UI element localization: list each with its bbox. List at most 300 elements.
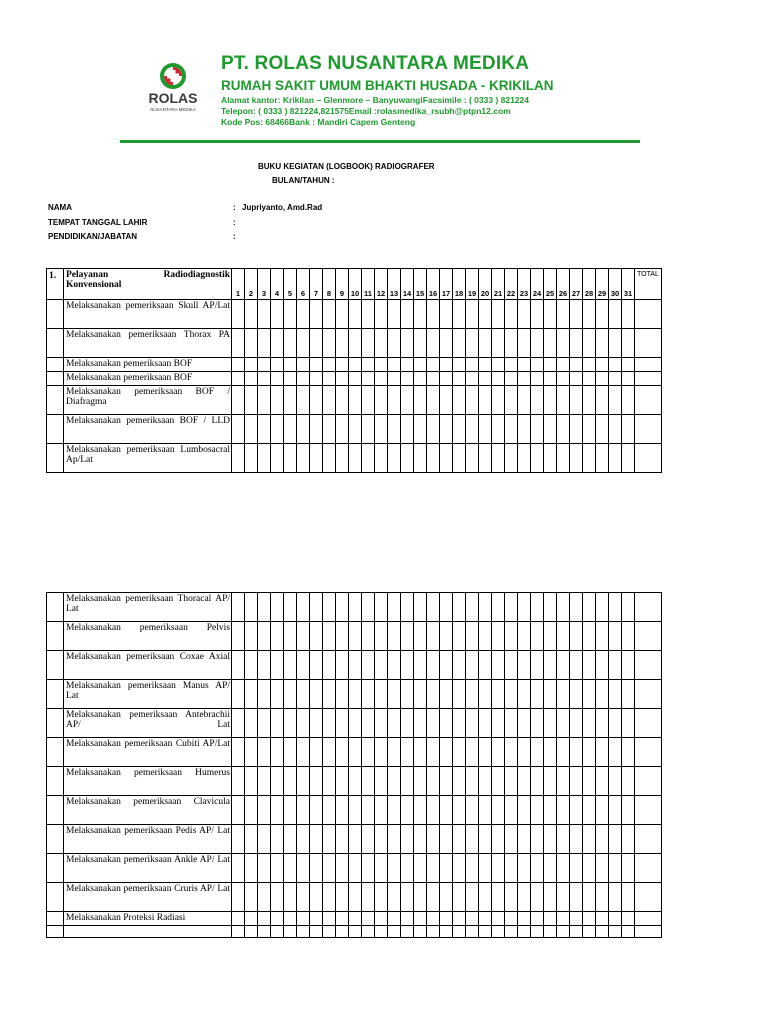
day-cell[interactable] xyxy=(362,883,375,912)
day-cell[interactable] xyxy=(453,329,466,358)
day-cell[interactable] xyxy=(583,680,596,709)
day-cell[interactable] xyxy=(362,796,375,825)
day-cell[interactable] xyxy=(583,767,596,796)
day-cell[interactable] xyxy=(479,796,492,825)
day-cell[interactable] xyxy=(414,709,427,738)
total-cell[interactable] xyxy=(635,926,662,938)
day-cell[interactable] xyxy=(622,738,635,767)
day-cell[interactable] xyxy=(271,680,284,709)
day-cell[interactable] xyxy=(466,444,479,473)
day-cell[interactable] xyxy=(440,796,453,825)
day-cell[interactable] xyxy=(427,651,440,680)
day-cell[interactable] xyxy=(401,651,414,680)
day-cell[interactable] xyxy=(323,738,336,767)
day-cell[interactable] xyxy=(466,709,479,738)
day-cell[interactable] xyxy=(557,593,570,622)
day-cell[interactable] xyxy=(505,358,518,372)
day-cell[interactable] xyxy=(622,825,635,854)
day-cell[interactable] xyxy=(570,444,583,473)
day-cell[interactable] xyxy=(297,926,310,938)
day-cell[interactable] xyxy=(505,709,518,738)
day-cell[interactable] xyxy=(596,926,609,938)
day-cell[interactable] xyxy=(479,372,492,386)
day-cell[interactable] xyxy=(375,796,388,825)
day-cell[interactable] xyxy=(544,372,557,386)
day-cell[interactable] xyxy=(297,854,310,883)
day-cell[interactable] xyxy=(284,709,297,738)
day-cell[interactable] xyxy=(570,593,583,622)
day-cell[interactable] xyxy=(323,444,336,473)
day-cell[interactable] xyxy=(375,358,388,372)
day-cell[interactable] xyxy=(544,767,557,796)
day-cell[interactable] xyxy=(544,796,557,825)
day-cell[interactable] xyxy=(401,300,414,329)
day-cell[interactable] xyxy=(453,386,466,415)
day-cell[interactable] xyxy=(258,300,271,329)
day-cell[interactable] xyxy=(453,358,466,372)
day-cell[interactable] xyxy=(375,444,388,473)
day-cell[interactable] xyxy=(362,912,375,926)
day-cell[interactable] xyxy=(518,709,531,738)
day-cell[interactable] xyxy=(622,854,635,883)
day-cell[interactable] xyxy=(375,767,388,796)
day-cell[interactable] xyxy=(388,651,401,680)
day-cell[interactable] xyxy=(609,593,622,622)
day-cell[interactable] xyxy=(583,651,596,680)
day-cell[interactable] xyxy=(349,767,362,796)
day-cell[interactable] xyxy=(284,926,297,938)
day-cell[interactable] xyxy=(414,358,427,372)
day-cell[interactable] xyxy=(427,372,440,386)
day-cell[interactable] xyxy=(232,372,245,386)
day-cell[interactable] xyxy=(596,709,609,738)
day-cell[interactable] xyxy=(609,358,622,372)
day-cell[interactable] xyxy=(453,593,466,622)
day-cell[interactable] xyxy=(271,926,284,938)
day-cell[interactable] xyxy=(401,358,414,372)
day-cell[interactable] xyxy=(492,883,505,912)
day-cell[interactable] xyxy=(557,854,570,883)
day-cell[interactable] xyxy=(245,854,258,883)
day-cell[interactable] xyxy=(505,415,518,444)
day-cell[interactable] xyxy=(609,767,622,796)
day-cell[interactable] xyxy=(609,622,622,651)
day-cell[interactable] xyxy=(570,796,583,825)
day-cell[interactable] xyxy=(297,358,310,372)
day-cell[interactable] xyxy=(557,622,570,651)
day-cell[interactable] xyxy=(531,358,544,372)
day-cell[interactable] xyxy=(492,651,505,680)
day-cell[interactable] xyxy=(414,444,427,473)
day-cell[interactable] xyxy=(336,329,349,358)
day-cell[interactable] xyxy=(375,709,388,738)
day-cell[interactable] xyxy=(362,415,375,444)
day-cell[interactable] xyxy=(310,358,323,372)
day-cell[interactable] xyxy=(414,300,427,329)
day-cell[interactable] xyxy=(362,593,375,622)
day-cell[interactable] xyxy=(518,415,531,444)
day-cell[interactable] xyxy=(258,825,271,854)
day-cell[interactable] xyxy=(479,767,492,796)
day-cell[interactable] xyxy=(258,651,271,680)
day-cell[interactable] xyxy=(505,796,518,825)
day-cell[interactable] xyxy=(492,593,505,622)
day-cell[interactable] xyxy=(297,709,310,738)
day-cell[interactable] xyxy=(323,767,336,796)
day-cell[interactable] xyxy=(505,386,518,415)
day-cell[interactable] xyxy=(427,300,440,329)
day-cell[interactable] xyxy=(596,300,609,329)
day-cell[interactable] xyxy=(583,854,596,883)
day-cell[interactable] xyxy=(232,329,245,358)
day-cell[interactable] xyxy=(401,415,414,444)
day-cell[interactable] xyxy=(310,767,323,796)
day-cell[interactable] xyxy=(609,415,622,444)
day-cell[interactable] xyxy=(622,926,635,938)
day-cell[interactable] xyxy=(284,796,297,825)
day-cell[interactable] xyxy=(505,680,518,709)
day-cell[interactable] xyxy=(570,912,583,926)
total-cell[interactable] xyxy=(635,358,662,372)
day-cell[interactable] xyxy=(375,329,388,358)
day-cell[interactable] xyxy=(245,926,258,938)
day-cell[interactable] xyxy=(284,593,297,622)
day-cell[interactable] xyxy=(518,767,531,796)
day-cell[interactable] xyxy=(557,883,570,912)
day-cell[interactable] xyxy=(479,300,492,329)
day-cell[interactable] xyxy=(583,796,596,825)
day-cell[interactable] xyxy=(518,651,531,680)
day-cell[interactable] xyxy=(479,444,492,473)
day-cell[interactable] xyxy=(258,372,271,386)
day-cell[interactable] xyxy=(310,825,323,854)
day-cell[interactable] xyxy=(479,622,492,651)
day-cell[interactable] xyxy=(440,622,453,651)
day-cell[interactable] xyxy=(557,386,570,415)
day-cell[interactable] xyxy=(466,854,479,883)
day-cell[interactable] xyxy=(583,738,596,767)
day-cell[interactable] xyxy=(609,444,622,473)
day-cell[interactable] xyxy=(375,883,388,912)
day-cell[interactable] xyxy=(271,622,284,651)
day-cell[interactable] xyxy=(375,926,388,938)
day-cell[interactable] xyxy=(453,796,466,825)
day-cell[interactable] xyxy=(531,738,544,767)
day-cell[interactable] xyxy=(297,651,310,680)
day-cell[interactable] xyxy=(531,444,544,473)
day-cell[interactable] xyxy=(596,329,609,358)
day-cell[interactable] xyxy=(414,622,427,651)
day-cell[interactable] xyxy=(622,593,635,622)
day-cell[interactable] xyxy=(479,329,492,358)
day-cell[interactable] xyxy=(388,854,401,883)
day-cell[interactable] xyxy=(284,767,297,796)
day-cell[interactable] xyxy=(414,372,427,386)
day-cell[interactable] xyxy=(505,300,518,329)
day-cell[interactable] xyxy=(349,680,362,709)
day-cell[interactable] xyxy=(492,767,505,796)
day-cell[interactable] xyxy=(440,358,453,372)
day-cell[interactable] xyxy=(336,300,349,329)
day-cell[interactable] xyxy=(609,651,622,680)
day-cell[interactable] xyxy=(232,593,245,622)
day-cell[interactable] xyxy=(232,415,245,444)
day-cell[interactable] xyxy=(258,444,271,473)
day-cell[interactable] xyxy=(297,680,310,709)
day-cell[interactable] xyxy=(297,796,310,825)
day-cell[interactable] xyxy=(505,329,518,358)
day-cell[interactable] xyxy=(583,372,596,386)
day-cell[interactable] xyxy=(570,680,583,709)
day-cell[interactable] xyxy=(336,444,349,473)
day-cell[interactable] xyxy=(557,926,570,938)
day-cell[interactable] xyxy=(388,926,401,938)
day-cell[interactable] xyxy=(271,796,284,825)
day-cell[interactable] xyxy=(570,358,583,372)
day-cell[interactable] xyxy=(362,358,375,372)
day-cell[interactable] xyxy=(557,912,570,926)
day-cell[interactable] xyxy=(388,358,401,372)
day-cell[interactable] xyxy=(466,883,479,912)
day-cell[interactable] xyxy=(427,767,440,796)
day-cell[interactable] xyxy=(232,651,245,680)
day-cell[interactable] xyxy=(414,593,427,622)
day-cell[interactable] xyxy=(544,680,557,709)
day-cell[interactable] xyxy=(544,825,557,854)
day-cell[interactable] xyxy=(505,854,518,883)
day-cell[interactable] xyxy=(349,738,362,767)
day-cell[interactable] xyxy=(323,622,336,651)
day-cell[interactable] xyxy=(479,386,492,415)
day-cell[interactable] xyxy=(245,358,258,372)
day-cell[interactable] xyxy=(622,796,635,825)
total-cell[interactable] xyxy=(635,883,662,912)
day-cell[interactable] xyxy=(453,738,466,767)
day-cell[interactable] xyxy=(544,593,557,622)
day-cell[interactable] xyxy=(388,593,401,622)
day-cell[interactable] xyxy=(375,854,388,883)
day-cell[interactable] xyxy=(466,329,479,358)
day-cell[interactable] xyxy=(414,767,427,796)
day-cell[interactable] xyxy=(401,593,414,622)
day-cell[interactable] xyxy=(414,854,427,883)
day-cell[interactable] xyxy=(583,415,596,444)
day-cell[interactable] xyxy=(479,883,492,912)
day-cell[interactable] xyxy=(466,926,479,938)
day-cell[interactable] xyxy=(453,709,466,738)
day-cell[interactable] xyxy=(362,329,375,358)
day-cell[interactable] xyxy=(362,680,375,709)
day-cell[interactable] xyxy=(453,854,466,883)
day-cell[interactable] xyxy=(427,926,440,938)
day-cell[interactable] xyxy=(505,767,518,796)
day-cell[interactable] xyxy=(297,386,310,415)
day-cell[interactable] xyxy=(401,883,414,912)
day-cell[interactable] xyxy=(336,912,349,926)
day-cell[interactable] xyxy=(531,300,544,329)
day-cell[interactable] xyxy=(297,767,310,796)
total-cell[interactable] xyxy=(635,709,662,738)
day-cell[interactable] xyxy=(388,825,401,854)
day-cell[interactable] xyxy=(570,329,583,358)
day-cell[interactable] xyxy=(258,593,271,622)
day-cell[interactable] xyxy=(427,912,440,926)
day-cell[interactable] xyxy=(453,651,466,680)
day-cell[interactable] xyxy=(414,738,427,767)
day-cell[interactable] xyxy=(375,593,388,622)
day-cell[interactable] xyxy=(232,709,245,738)
day-cell[interactable] xyxy=(310,651,323,680)
day-cell[interactable] xyxy=(531,386,544,415)
day-cell[interactable] xyxy=(609,372,622,386)
day-cell[interactable] xyxy=(440,926,453,938)
day-cell[interactable] xyxy=(596,415,609,444)
day-cell[interactable] xyxy=(570,825,583,854)
day-cell[interactable] xyxy=(453,767,466,796)
day-cell[interactable] xyxy=(583,825,596,854)
day-cell[interactable] xyxy=(232,622,245,651)
day-cell[interactable] xyxy=(492,300,505,329)
day-cell[interactable] xyxy=(388,415,401,444)
day-cell[interactable] xyxy=(609,825,622,854)
day-cell[interactable] xyxy=(414,651,427,680)
day-cell[interactable] xyxy=(323,883,336,912)
day-cell[interactable] xyxy=(557,767,570,796)
day-cell[interactable] xyxy=(479,415,492,444)
day-cell[interactable] xyxy=(531,825,544,854)
day-cell[interactable] xyxy=(609,300,622,329)
day-cell[interactable] xyxy=(427,329,440,358)
day-cell[interactable] xyxy=(271,825,284,854)
day-cell[interactable] xyxy=(336,386,349,415)
day-cell[interactable] xyxy=(492,358,505,372)
day-cell[interactable] xyxy=(440,300,453,329)
day-cell[interactable] xyxy=(570,415,583,444)
day-cell[interactable] xyxy=(440,386,453,415)
day-cell[interactable] xyxy=(583,358,596,372)
day-cell[interactable] xyxy=(622,709,635,738)
day-cell[interactable] xyxy=(310,912,323,926)
day-cell[interactable] xyxy=(271,593,284,622)
day-cell[interactable] xyxy=(427,883,440,912)
day-cell[interactable] xyxy=(323,358,336,372)
day-cell[interactable] xyxy=(232,912,245,926)
day-cell[interactable] xyxy=(531,593,544,622)
day-cell[interactable] xyxy=(349,622,362,651)
day-cell[interactable] xyxy=(401,825,414,854)
day-cell[interactable] xyxy=(427,796,440,825)
day-cell[interactable] xyxy=(596,738,609,767)
day-cell[interactable] xyxy=(336,854,349,883)
day-cell[interactable] xyxy=(622,300,635,329)
day-cell[interactable] xyxy=(258,415,271,444)
day-cell[interactable] xyxy=(466,767,479,796)
day-cell[interactable] xyxy=(518,825,531,854)
day-cell[interactable] xyxy=(375,680,388,709)
day-cell[interactable] xyxy=(375,651,388,680)
day-cell[interactable] xyxy=(466,738,479,767)
day-cell[interactable] xyxy=(388,883,401,912)
day-cell[interactable] xyxy=(492,415,505,444)
day-cell[interactable] xyxy=(479,912,492,926)
day-cell[interactable] xyxy=(544,415,557,444)
day-cell[interactable] xyxy=(583,926,596,938)
day-cell[interactable] xyxy=(570,372,583,386)
day-cell[interactable] xyxy=(596,825,609,854)
total-cell[interactable] xyxy=(635,444,662,473)
day-cell[interactable] xyxy=(336,593,349,622)
day-cell[interactable] xyxy=(440,593,453,622)
day-cell[interactable] xyxy=(531,329,544,358)
day-cell[interactable] xyxy=(349,372,362,386)
day-cell[interactable] xyxy=(505,651,518,680)
day-cell[interactable] xyxy=(362,651,375,680)
day-cell[interactable] xyxy=(258,912,271,926)
day-cell[interactable] xyxy=(362,386,375,415)
day-cell[interactable] xyxy=(570,926,583,938)
total-cell[interactable] xyxy=(635,738,662,767)
day-cell[interactable] xyxy=(310,300,323,329)
day-cell[interactable] xyxy=(245,825,258,854)
day-cell[interactable] xyxy=(596,358,609,372)
day-cell[interactable] xyxy=(557,709,570,738)
day-cell[interactable] xyxy=(427,825,440,854)
day-cell[interactable] xyxy=(245,329,258,358)
day-cell[interactable] xyxy=(609,854,622,883)
day-cell[interactable] xyxy=(622,444,635,473)
day-cell[interactable] xyxy=(466,912,479,926)
total-cell[interactable] xyxy=(635,796,662,825)
day-cell[interactable] xyxy=(570,738,583,767)
day-cell[interactable] xyxy=(232,386,245,415)
day-cell[interactable] xyxy=(232,300,245,329)
day-cell[interactable] xyxy=(388,796,401,825)
day-cell[interactable] xyxy=(310,709,323,738)
day-cell[interactable] xyxy=(245,738,258,767)
day-cell[interactable] xyxy=(349,415,362,444)
day-cell[interactable] xyxy=(518,854,531,883)
day-cell[interactable] xyxy=(401,926,414,938)
day-cell[interactable] xyxy=(505,738,518,767)
day-cell[interactable] xyxy=(297,912,310,926)
day-cell[interactable] xyxy=(440,372,453,386)
day-cell[interactable] xyxy=(232,825,245,854)
day-cell[interactable] xyxy=(284,329,297,358)
day-cell[interactable] xyxy=(349,825,362,854)
day-cell[interactable] xyxy=(505,825,518,854)
day-cell[interactable] xyxy=(310,738,323,767)
day-cell[interactable] xyxy=(453,300,466,329)
day-cell[interactable] xyxy=(427,738,440,767)
day-cell[interactable] xyxy=(271,651,284,680)
day-cell[interactable] xyxy=(479,926,492,938)
day-cell[interactable] xyxy=(388,386,401,415)
day-cell[interactable] xyxy=(518,680,531,709)
day-cell[interactable] xyxy=(284,358,297,372)
day-cell[interactable] xyxy=(505,926,518,938)
day-cell[interactable] xyxy=(414,329,427,358)
day-cell[interactable] xyxy=(557,825,570,854)
day-cell[interactable] xyxy=(518,444,531,473)
day-cell[interactable] xyxy=(336,709,349,738)
day-cell[interactable] xyxy=(388,329,401,358)
day-cell[interactable] xyxy=(453,622,466,651)
day-cell[interactable] xyxy=(284,651,297,680)
day-cell[interactable] xyxy=(479,709,492,738)
day-cell[interactable] xyxy=(284,386,297,415)
day-cell[interactable] xyxy=(453,825,466,854)
day-cell[interactable] xyxy=(271,386,284,415)
